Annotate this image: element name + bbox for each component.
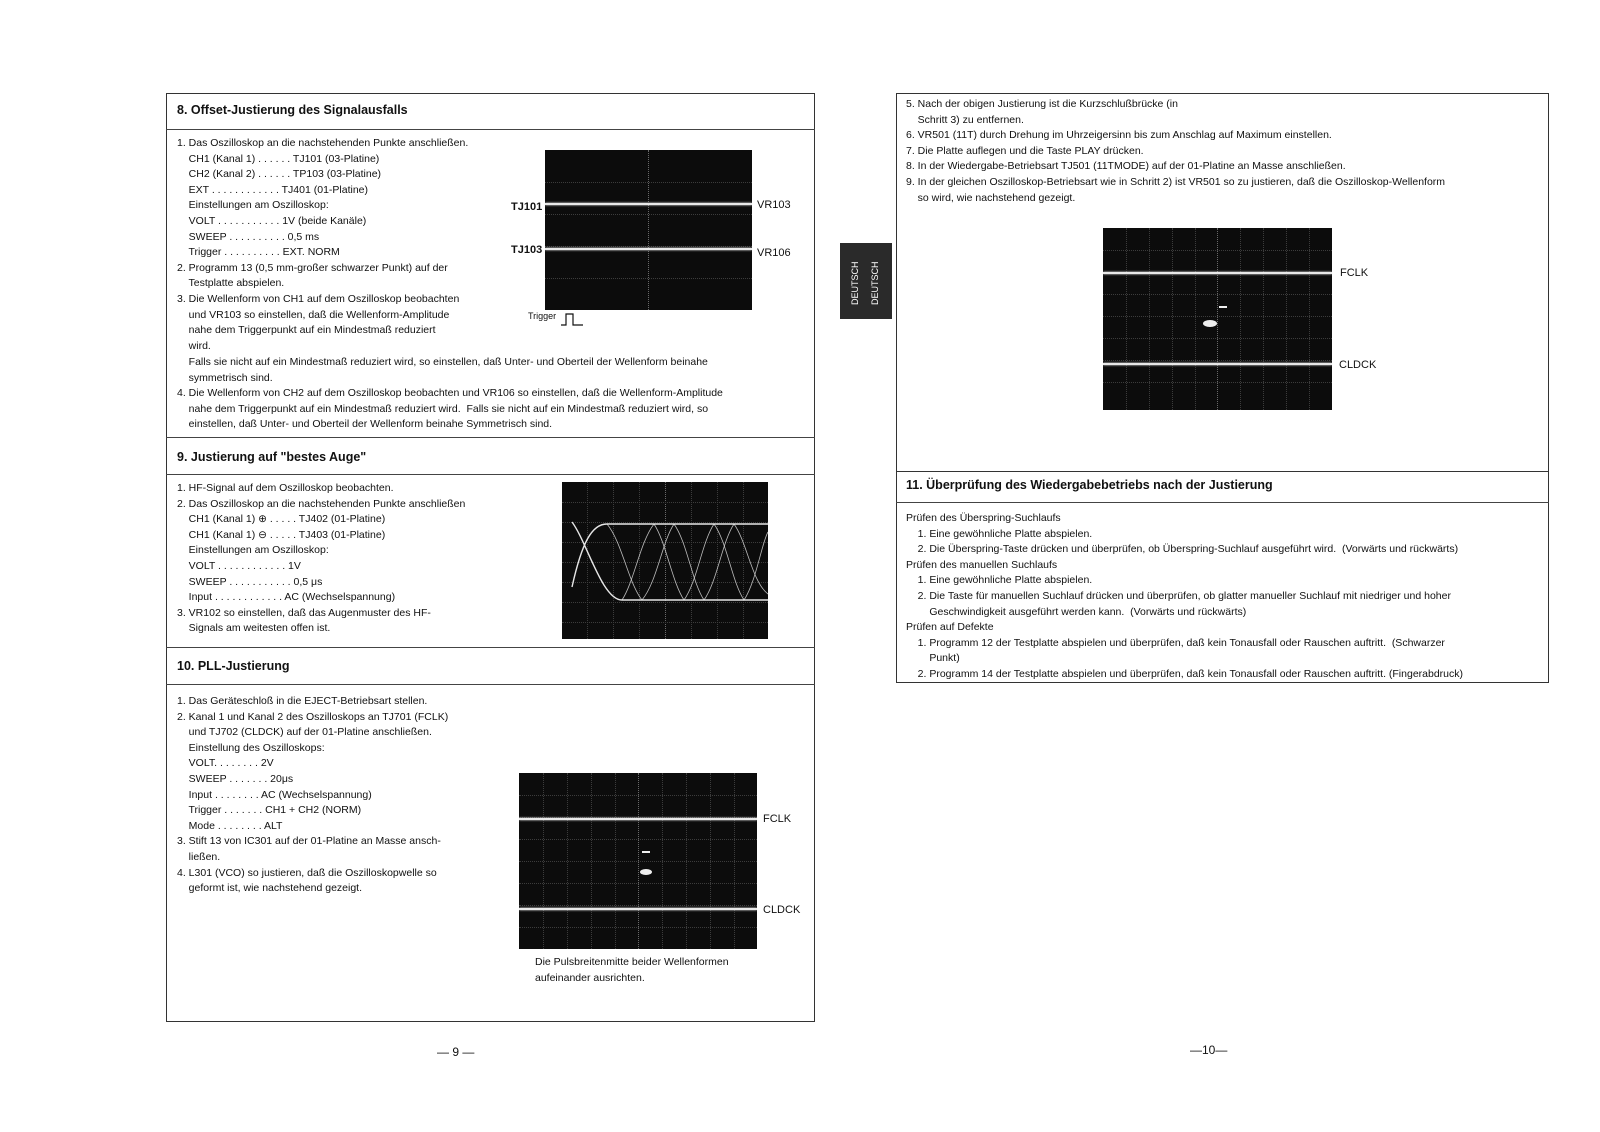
text-line: 1. HF-Signal auf dem Oszilloskop beobachten. bbox=[177, 482, 394, 494]
text-line: Punkt) bbox=[906, 652, 960, 665]
section9-steps bbox=[177, 481, 465, 637]
text-line: SWEEP . . . . . . . . . . 0,5 ms bbox=[177, 230, 320, 243]
text-line: nahe dem Triggerpunkt auf ein Mindestmaß reduziert bbox=[177, 324, 436, 337]
text-line: Schritt 3) zu entfernen. bbox=[906, 113, 1024, 126]
continuation-oscilloscope-figure bbox=[1103, 228, 1332, 410]
continuation-steps bbox=[906, 97, 1445, 206]
text-line: Trigger . . . . . . . . . . EXT. NORM bbox=[177, 246, 340, 259]
text-line: Einstellungen am Oszilloskop: bbox=[177, 199, 329, 212]
text-line: Mode . . . . . . . . ALT bbox=[177, 819, 283, 832]
text-line: Input . . . . . . . . . . . . AC (Wechselspannung) bbox=[177, 591, 396, 604]
label-fclk-left: FCLK bbox=[763, 813, 792, 825]
text-line: 2. Programm 13 (0,5 mm-großer schwarzer Punkt) auf der bbox=[177, 261, 448, 274]
text-line: und TJ702 (CLDCK) auf der 01-Platine anschließen. bbox=[177, 726, 432, 739]
section8-title: 8. Offset-Justierung des Signalausfalls bbox=[177, 103, 408, 117]
trigger-pulse-icon bbox=[561, 311, 583, 327]
section9-title: 9. Justierung auf "bestes Auge" bbox=[177, 450, 367, 464]
language-tab-text-2: DEUTSCH bbox=[870, 261, 880, 305]
text-line: wird. bbox=[177, 339, 211, 352]
text-line: 1. Das Geräteschloß in die EJECT-Betriebsart stellen. bbox=[177, 695, 428, 707]
text-line: SWEEP . . . . . . . . . . . 0,5 μs bbox=[177, 575, 323, 588]
section9-title-rule bbox=[166, 474, 815, 475]
text-line: VOLT. . . . . . . . 2V bbox=[177, 757, 274, 770]
text-line: 2. Die Taste für manuellen Suchlauf drücken und überprüfen, ob glatter manueller Suchlauf mit niedriger und hoher bbox=[906, 589, 1451, 602]
text-line: Prüfen des Überspring-Suchlaufs bbox=[906, 512, 1061, 524]
text-line: 8. In der Wiedergabe-Betriebsart TJ501 (11TMODE) auf der 01-Platine an Masse anschließen. bbox=[906, 160, 1346, 173]
ch2-trace bbox=[545, 248, 752, 250]
text-line: 3. Stift 13 von IC301 auf der 01-Platine an Masse ansch- bbox=[177, 835, 441, 848]
text-line: CH1 (Kanal 1) . . . . . . TJ101 (03-Platine) bbox=[177, 152, 380, 165]
fclk-trace-right bbox=[1103, 272, 1332, 274]
text-line: CH1 (Kanal 1) ⊕ . . . . . TJ402 (01-Platine) bbox=[177, 513, 386, 526]
text-line: 1. Eine gewöhnliche Platte abspielen. bbox=[906, 574, 1093, 587]
text-line: Prüfen auf Defekte bbox=[906, 621, 994, 634]
section11-title: 11. Überprüfung des Wiedergabebetriebs nach der Justierung bbox=[906, 478, 1273, 492]
language-tab bbox=[840, 243, 892, 319]
text-line: ließen. bbox=[177, 850, 221, 863]
text-line: SWEEP . . . . . . . 20μs bbox=[177, 772, 294, 785]
text-line: 1. Eine gewöhnliche Platte abspielen. bbox=[906, 527, 1093, 540]
text-line: Geschwindigkeit ausgeführt werden kann. (Vorwärts und rückwärts) bbox=[906, 605, 1247, 618]
text-line: EXT . . . . . . . . . . . . TJ401 (01-Platine) bbox=[177, 183, 369, 196]
text-line: 7. Die Platte auflegen und die Taste PLAY drücken. bbox=[906, 144, 1144, 157]
text-line: VOLT . . . . . . . . . . . . 1V bbox=[177, 559, 301, 572]
label-tj101: TJ101 bbox=[511, 201, 543, 213]
section9-eye-pattern-figure bbox=[562, 482, 768, 639]
text-line: 1. Programm 12 der Testplatte abspielen und überprüfen, daß kein Tonausfall oder Rauschen auftritt. (Schwarzer bbox=[906, 636, 1445, 649]
text-line: nahe dem Triggerpunkt auf ein Mindestmaß reduziert wird. Falls sie nicht auf ein Mindestmaß reduziert wird, so bbox=[177, 402, 709, 415]
section10-steps bbox=[177, 694, 448, 897]
text-line: 2. Kanal 1 und Kanal 2 des Oszilloskops an TJ701 (FCLK) bbox=[177, 710, 449, 723]
text-line: Prüfen des manuellen Suchlaufs bbox=[906, 558, 1058, 571]
text-line: Input . . . . . . . . AC (Wechselspannung) bbox=[177, 788, 372, 801]
text-line: 4. Die Wellenform von CH2 auf dem Oszilloskop beobachten und VR106 so einstellen, daß die Wellenform-Amplitude bbox=[177, 387, 723, 400]
text-line: 6. VR501 (11T) durch Drehung im Uhrzeigersinn bis zum Anschlag auf Maximum einstellen. bbox=[906, 129, 1332, 142]
text-line: geformt ist, wie nachstehend gezeigt. bbox=[177, 882, 363, 895]
text-line: 2. Die Überspring-Taste drücken und überprüfen, ob Überspring-Suchlauf ausgeführt wird. (Vorwärts und rückwärts) bbox=[906, 543, 1459, 556]
fclk-trace bbox=[519, 818, 757, 820]
section11-title-rule bbox=[896, 502, 1549, 503]
cldck-trace bbox=[519, 908, 757, 910]
text-line: VOLT . . . . . . . . . . . 1V (beide Kanäle) bbox=[177, 214, 367, 227]
text-line: Signals am weitesten offen ist. bbox=[177, 622, 331, 635]
text-line: 4. L301 (VCO) so justieren, daß die Oszilloskopwelle so bbox=[177, 866, 437, 879]
section8-steps bbox=[177, 136, 468, 354]
caption-line: Die Pulsbreitenmitte beider Wellenformen bbox=[535, 956, 729, 968]
text-line: Testplatte abspielen. bbox=[177, 277, 285, 290]
text-line: Falls sie nicht auf ein Mindestmaß reduziert wird, so einstellen, daß Unter- und Oberteil der Wellenform beinahe bbox=[177, 356, 708, 368]
label-cldck-right: CLDCK bbox=[1339, 359, 1377, 371]
text-line: 3. Die Wellenform von CH1 auf dem Oszilloskop beobachten bbox=[177, 292, 460, 305]
label-cldck-left: CLDCK bbox=[763, 904, 801, 916]
text-line: Trigger . . . . . . . CH1 + CH2 (NORM) bbox=[177, 804, 362, 817]
label-vr103: VR103 bbox=[757, 199, 791, 211]
language-tab-text-1: DEUTSCH bbox=[850, 261, 860, 305]
section8-oscilloscope-figure bbox=[545, 150, 752, 310]
section10-title-rule bbox=[166, 684, 815, 685]
label-vr106: VR106 bbox=[757, 247, 791, 259]
label-fclk-right: FCLK bbox=[1340, 267, 1369, 279]
text-line: Einstellung des Oszilloskops: bbox=[177, 741, 325, 754]
section8-title-rule bbox=[166, 129, 815, 130]
text-line: einstellen, daß Unter- und Oberteil der Wellenform beinahe Symmetrisch sind. bbox=[177, 418, 553, 431]
text-line: CH1 (Kanal 1) ⊖ . . . . . TJ403 (01-Platine) bbox=[177, 528, 386, 541]
section11-steps bbox=[906, 511, 1463, 683]
text-line: 3. VR102 so einstellen, daß das Augenmuster des HF- bbox=[177, 606, 431, 619]
page-number-left: — 9 — bbox=[437, 1045, 475, 1059]
label-tj103: TJ103 bbox=[511, 244, 543, 256]
page-number-right: —10— bbox=[1190, 1043, 1228, 1057]
section8-steps-wide bbox=[177, 355, 723, 433]
section10-caption bbox=[535, 955, 729, 986]
text-line: CH2 (Kanal 2) . . . . . . TP103 (03-Platine) bbox=[177, 168, 382, 181]
caption-line: aufeinander ausrichten. bbox=[535, 971, 645, 984]
cldck-trace-right bbox=[1103, 363, 1332, 365]
eye-pattern-trace bbox=[562, 482, 768, 639]
section8-bottom-rule bbox=[166, 437, 815, 438]
section10-title: 10. PLL-Justierung bbox=[177, 659, 290, 673]
ch1-trace bbox=[545, 203, 752, 205]
text-line: Einstellungen am Oszilloskop: bbox=[177, 544, 329, 557]
text-line: 9. In der gleichen Oszilloskop-Betriebsart wie in Schritt 2) ist VR501 so zu justieren, daß die Oszilloskop-Wellenform bbox=[906, 175, 1446, 188]
text-line: 2. Das Oszilloskop an die nachstehenden Punkte anschließen bbox=[177, 497, 466, 510]
text-line: 2. Programm 14 der Testplatte abspielen und überprüfen, daß kein Tonausfall oder Rauschen auftritt. (Fingerabdruck) bbox=[906, 667, 1464, 680]
section9-bottom-rule bbox=[166, 647, 815, 648]
section10-oscilloscope-figure bbox=[519, 773, 757, 949]
text-line: und VR103 so einstellen, daß die Wellenform-Amplitude bbox=[177, 308, 450, 321]
label-trigger: Trigger bbox=[528, 311, 557, 321]
text-line: so wird, wie nachstehend gezeigt. bbox=[906, 191, 1076, 204]
text-line: symmetrisch sind. bbox=[177, 371, 273, 384]
text-line: 5. Nach der obigen Justierung ist die Kurzschlußbrücke (in bbox=[906, 98, 1178, 110]
text-line: 1. Das Oszilloskop an die nachstehenden Punkte anschließen. bbox=[177, 137, 469, 149]
